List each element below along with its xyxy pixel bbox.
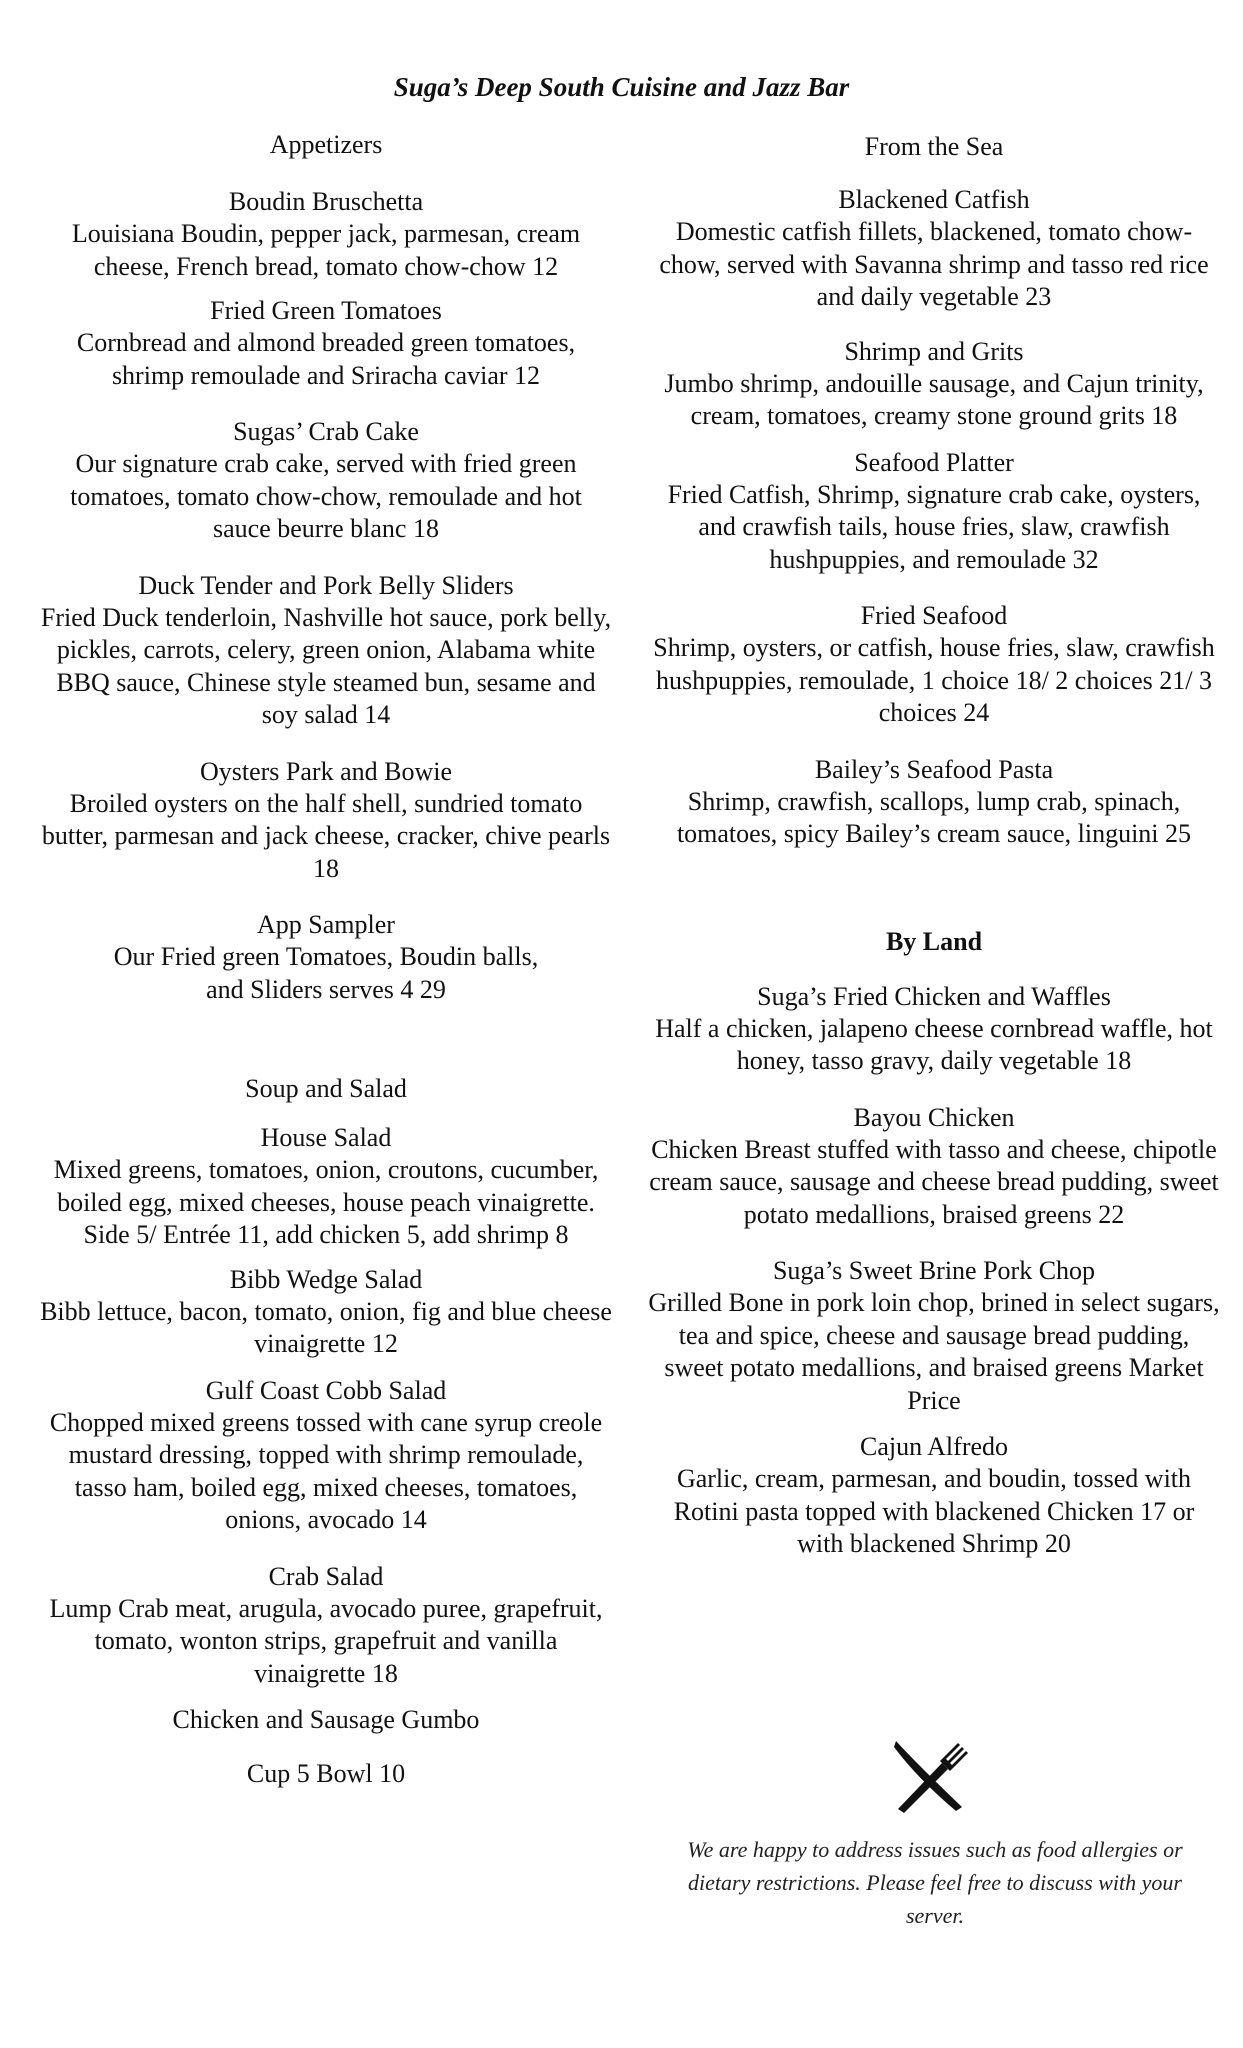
menu-item (648, 1255, 1220, 1417)
item-name: Shrimp and Grits (844, 336, 1024, 366)
menu-item (40, 756, 612, 886)
item-name: Blackened Catfish (838, 185, 1030, 214)
item-name: Chicken and Sausage Gumbo (172, 1705, 480, 1734)
item-name: App Sampler (257, 910, 395, 939)
menu-item (40, 1264, 612, 1361)
menu-item (648, 1431, 1220, 1561)
allergy-note: We are happy to address issues such as food allergies or dietary restrictions. Please feel free to discuss with your server. (687, 1837, 1183, 1928)
menu-item (648, 184, 1220, 314)
menu-item (40, 295, 612, 392)
left-column (40, 130, 612, 1791)
item-name: Bailey’s Seafood Pasta (814, 754, 1054, 784)
menu-item (40, 570, 612, 732)
item-name: Bayou Chicken (853, 1102, 1015, 1132)
item-name: Suga’s Sweet Brine Pork Chop (772, 1256, 1096, 1285)
menu-item (40, 1561, 612, 1691)
item-name: Fried Green Tomatoes (210, 296, 442, 325)
item-description: Shrimp, crawfish, scallops, lump crab, spinach, tomatoes, spicy Bailey’s cream sauce, linguini 25 (676, 786, 1192, 848)
item-description: Our Fried green Tomatoes, Boudin balls, and Sliders serves 4 29 (113, 942, 539, 1004)
item-name: Fried Seafood (860, 601, 1008, 630)
item-name: Suga’s Fried Chicken and Waffles (757, 981, 1111, 1011)
item-description: Our signature crab cake, served with fried green tomatoes, tomato chow-chow, remoulade and hot sauce beurre blanc 18 (70, 449, 582, 543)
right-column (648, 130, 1220, 1561)
item-name: Seafood Platter (854, 447, 1014, 477)
item-name: Oysters Park and Bowie (199, 756, 452, 786)
item-description: Mixed greens, tomatoes, onion, croutons, cucumber, boiled egg, mixed cheeses, house peach vinaigrette. Side 5/ Entrée 11, add chicken 5, add shrimp 8 (53, 1155, 599, 1249)
item-description: Fried Duck tenderloin, Nashville hot sauce, pork belly, pickles, carrots, celery, green onion, Alabama white BBQ sauce, Chinese style steamed bun, sesame and soy salad 14 (40, 602, 612, 729)
menu-item (648, 981, 1220, 1078)
item-description: Bibb lettuce, bacon, tomato, onion, fig and blue cheese vinaigrette 12 (40, 1296, 612, 1358)
fork-knife-crossed-icon (888, 1735, 978, 1815)
section-heading-sea: From the Sea (864, 132, 1004, 161)
item-description: Shrimp, oysters, or catfish, house fries, slaw, crawfish hushpuppies, remoulade, 1 choice 18/ 2 choices 21/ 3 choices 24 (653, 633, 1215, 727)
item-name: Duck Tender and Pork Belly Sliders (138, 570, 514, 600)
menu-item (40, 416, 612, 546)
item-description: Domestic catfish fillets, blackened, tomato chow-chow, served with Savanna shrimp and tasso red rice and daily vegetable 23 (659, 217, 1209, 311)
menu-item (40, 1704, 612, 1791)
item-description: Fried Catfish, Shrimp, signature crab cake, oysters, and crawfish tails, house fries, slaw, crawfish hushpuppies, and remoulade 32 (667, 479, 1201, 574)
section-heading-appetizers: Appetizers (269, 130, 383, 159)
item-description: Jumbo shrimp, andouille sausage, and Cajun trinity, cream, tomatoes, creamy stone ground grits 18 (664, 368, 1204, 430)
menu-item (648, 447, 1220, 577)
item-name: Boudin Bruschetta (228, 187, 424, 216)
item-name: Crab Salad (268, 1561, 384, 1591)
menu-item (40, 909, 612, 1006)
item-name: Sugas’ Crab Cake (233, 417, 419, 446)
item-description: Grilled Bone in pork loin chop, brined in select sugars, tea and spice, cheese and sausage bread pudding, sweet potato medallions, and braised greens Market Price (648, 1288, 1220, 1415)
section-heading-soup-salad: Soup and Salad (245, 1074, 407, 1103)
item-description: Louisiana Boudin, pepper jack, parmesan, cream cheese, French bread, tomato chow-chow 12 (71, 219, 581, 281)
menu-item (648, 600, 1220, 730)
item-description: Lump Crab meat, arugula, avocado puree, grapefruit, tomato, wonton strips, grapefruit and vanilla vinaigrette 18 (49, 1593, 603, 1688)
menu-item (648, 1102, 1220, 1232)
menu-item (648, 754, 1220, 851)
item-name: Gulf Coast Cobb Salad (205, 1375, 447, 1405)
item-description: Half a chicken, jalapeno cheese cornbread waffle, hot honey, tasso gravy, daily vegetable 18 (655, 1013, 1213, 1075)
menu-item (40, 186, 612, 283)
item-description: Cornbread and almond breaded green tomatoes, shrimp remoulade and Sriracha caviar 12 (76, 328, 576, 390)
item-description: Broiled oysters on the half shell, sundried tomato butter, parmesan and jack cheese, cracker, chive pearls 18 (41, 788, 611, 883)
item-name: Cajun Alfredo (859, 1432, 1009, 1461)
item-description: Cup 5 Bowl 10 (246, 1759, 406, 1788)
menu-item (648, 336, 1220, 433)
menu-item (40, 1375, 612, 1537)
section-heading-land: By Land (885, 926, 983, 956)
item-description: Garlic, cream, parmesan, and boudin, tossed with Rotini pasta topped with blackened Chicken 17 or with blackened Shrimp 20 (673, 1464, 1195, 1558)
item-name: Bibb Wedge Salad (229, 1264, 423, 1294)
item-description: Chicken Breast stuffed with tasso and cheese, chipotle cream sauce, sausage and cheese bread pudding, sweet potato medallions, braised greens 22 (649, 1134, 1219, 1229)
menu-title: Suga’s Deep South Cuisine and Jazz Bar (393, 72, 850, 102)
item-description: Chopped mixed greens tossed with cane syrup creole mustard dressing, topped with shrimp remoulade, tasso ham, boiled egg, mixed cheeses, tomatoes, onions, avocado 14 (49, 1407, 603, 1534)
item-name: House Salad (260, 1123, 392, 1152)
menu-item (40, 1122, 612, 1252)
